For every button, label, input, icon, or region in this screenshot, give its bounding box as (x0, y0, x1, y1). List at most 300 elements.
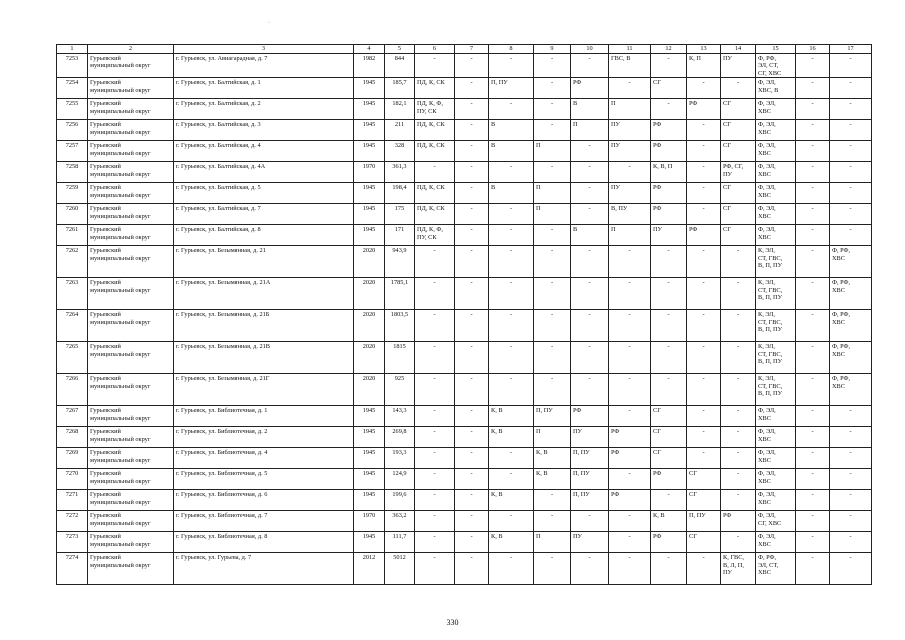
area-cell: 1815 (385, 342, 415, 374)
col-16-cell: - (796, 511, 830, 532)
table-row (57, 99, 872, 120)
row-number-cell: 7261 (57, 225, 88, 246)
col-6-cell: - (415, 532, 455, 553)
col-7-cell: - (455, 406, 489, 427)
col-8-cell: - (489, 204, 534, 225)
col-15-cell: Ф, ЭЛ, ХВС (756, 406, 796, 427)
col-17-cell: Ф, РФ, ХВС (830, 374, 872, 406)
col-10-cell: - (571, 162, 609, 183)
table-row (57, 532, 872, 553)
col-10-cell: ПУ (571, 532, 609, 553)
municipality-cell: Гурьевский муниципальный округ (88, 310, 174, 342)
col-7-cell: - (455, 374, 489, 406)
address-cell: г. Гурьевск, ул. Балтийская, д. 7 (174, 204, 354, 225)
area-cell: 5012 (385, 553, 415, 585)
year-cell: 1945 (354, 141, 385, 162)
col-6-cell: ПД, К, Ф, ПУ, СК (415, 99, 455, 120)
col-14-cell: - (721, 278, 756, 310)
row-number-cell: 7274 (57, 553, 88, 585)
col-17-cell: - (830, 78, 872, 99)
col-16-cell: - (796, 78, 830, 99)
col-9-cell: П, ПУ (534, 406, 571, 427)
area-cell: 1803,5 (385, 310, 415, 342)
col-11-cell: - (609, 342, 651, 374)
col-12-cell: - (651, 278, 687, 310)
col-17-cell: - (830, 490, 872, 511)
col-16-cell: - (796, 406, 830, 427)
year-cell: 2020 (354, 342, 385, 374)
col-14-cell: СГ (721, 183, 756, 204)
col-11-cell: П (609, 225, 651, 246)
col-7-cell: - (455, 99, 489, 120)
col-13-cell: П, ПУ (687, 511, 721, 532)
col-9-cell: - (534, 278, 571, 310)
col-14-cell: - (721, 310, 756, 342)
col-6-cell: ПД, К, СК (415, 183, 455, 204)
col-15-cell: Ф, ЭЛ, ХВС (756, 120, 796, 141)
table-row (57, 553, 872, 585)
address-cell: г. Гурьевск, ул. Безымянная, д. 21Б (174, 310, 354, 342)
col-7-cell: - (455, 310, 489, 342)
row-number-cell: 7262 (57, 246, 88, 278)
col-11-cell: - (609, 78, 651, 99)
col-13-cell: - (687, 310, 721, 342)
col-11-cell: - (609, 532, 651, 553)
col-14-cell: - (721, 427, 756, 448)
address-cell: г. Гурьевск, ул. Библиотечная, д. 8 (174, 532, 354, 553)
column-number-cell: 1 (57, 45, 88, 54)
col-12-cell: - (651, 553, 687, 585)
municipality-cell: Гурьевский муниципальный округ (88, 490, 174, 511)
year-cell: 1970 (354, 511, 385, 532)
area-cell: 175 (385, 204, 415, 225)
address-cell: г. Гурьевск, ул. Безымянная, д. 21 (174, 246, 354, 278)
col-16-cell: - (796, 448, 830, 469)
area-cell: 1785,1 (385, 278, 415, 310)
col-15-cell: Ф, ЭЛ, ХВС (756, 162, 796, 183)
row-number-cell: 7267 (57, 406, 88, 427)
col-14-cell: СГ (721, 204, 756, 225)
col-10-cell: В (571, 225, 609, 246)
table-row (57, 374, 872, 406)
row-number-cell: 7270 (57, 469, 88, 490)
col-13-cell: РФ (687, 99, 721, 120)
col-13-cell: - (687, 406, 721, 427)
col-8-cell: - (489, 553, 534, 585)
col-10-cell: РФ (571, 78, 609, 99)
col-7-cell: - (455, 342, 489, 374)
col-11-cell: ПУ (609, 141, 651, 162)
col-12-cell: - (651, 342, 687, 374)
municipality-cell: Гурьевский муниципальный округ (88, 99, 174, 120)
page-number: 330 (446, 618, 459, 627)
municipality-cell: Гурьевский муниципальный округ (88, 448, 174, 469)
municipality-cell: Гурьевский муниципальный округ (88, 246, 174, 278)
table-row (57, 225, 872, 246)
table-row (57, 162, 872, 183)
area-cell: 111,7 (385, 532, 415, 553)
year-cell: 1982 (354, 53, 385, 78)
col-10-cell: ПУ (571, 427, 609, 448)
col-11-cell: РФ (609, 427, 651, 448)
col-11-cell: ПУ (609, 120, 651, 141)
col-7-cell: - (455, 53, 489, 78)
col-11-cell: ГВС, В (609, 53, 651, 78)
address-cell: г. Гурьевск, ул. Балтийская, д. 2 (174, 99, 354, 120)
col-7-cell: - (455, 183, 489, 204)
col-7-cell: - (455, 490, 489, 511)
col-10-cell: П, ПУ (571, 448, 609, 469)
column-number-cell: 7 (455, 45, 489, 54)
row-number-cell: 7259 (57, 183, 88, 204)
col-6-cell: - (415, 511, 455, 532)
col-9-cell: К, В (534, 448, 571, 469)
table-row (57, 120, 872, 141)
col-9-cell: П (534, 532, 571, 553)
col-14-cell: - (721, 78, 756, 99)
year-cell: 1945 (354, 448, 385, 469)
year-cell: 1945 (354, 99, 385, 120)
row-number-cell: 7254 (57, 78, 88, 99)
col-12-cell: РФ (651, 532, 687, 553)
col-6-cell: - (415, 53, 455, 78)
col-17-cell: Ф, РФ, ХВС (830, 246, 872, 278)
address-cell: г. Гурьевск, ул. Библиотечная, д. 2 (174, 427, 354, 448)
col-11-cell: - (609, 511, 651, 532)
col-6-cell: - (415, 278, 455, 310)
col-17-cell: - (830, 511, 872, 532)
table-row (57, 246, 872, 278)
col-7-cell: - (455, 78, 489, 99)
col-8-cell: - (489, 342, 534, 374)
col-12-cell: РФ (651, 469, 687, 490)
column-number-cell: 16 (796, 45, 830, 54)
column-number-cell: 8 (489, 45, 534, 54)
col-6-cell: - (415, 448, 455, 469)
col-17-cell: - (830, 53, 872, 78)
col-17-cell: - (830, 225, 872, 246)
col-14-cell: - (721, 406, 756, 427)
col-16-cell: - (796, 427, 830, 448)
col-15-cell: Ф, ЭЛ, ХВС (756, 469, 796, 490)
col-17-cell: - (830, 204, 872, 225)
col-8-cell: - (489, 162, 534, 183)
table-row (57, 310, 872, 342)
col-10-cell: - (571, 374, 609, 406)
col-6-cell: - (415, 469, 455, 490)
col-17-cell: - (830, 162, 872, 183)
area-cell: 361,3 (385, 162, 415, 183)
col-16-cell: - (796, 99, 830, 120)
col-13-cell: - (687, 427, 721, 448)
col-17-cell: - (830, 406, 872, 427)
year-cell: 1970 (354, 162, 385, 183)
col-8-cell: - (489, 99, 534, 120)
municipality-cell: Гурьевский муниципальный округ (88, 183, 174, 204)
col-14-cell: - (721, 246, 756, 278)
area-cell: 143,3 (385, 406, 415, 427)
col-8-cell: - (489, 246, 534, 278)
col-9-cell: - (534, 53, 571, 78)
col-17-cell: Ф, РФ, ХВС (830, 310, 872, 342)
col-10-cell: П (571, 120, 609, 141)
col-10-cell: - (571, 511, 609, 532)
col-15-cell: Ф, ЭЛ, ХВС (756, 183, 796, 204)
area-cell: 269,8 (385, 427, 415, 448)
col-10-cell: - (571, 342, 609, 374)
municipality-cell: Гурьевский муниципальный округ (88, 162, 174, 183)
col-12-cell: СГ (651, 406, 687, 427)
col-13-cell: - (687, 448, 721, 469)
col-16-cell: - (796, 141, 830, 162)
col-11-cell: РФ (609, 448, 651, 469)
area-cell: 211 (385, 120, 415, 141)
col-16-cell: - (796, 204, 830, 225)
column-number-cell: 12 (651, 45, 687, 54)
col-13-cell: - (687, 553, 721, 585)
col-14-cell: - (721, 374, 756, 406)
col-7-cell: - (455, 427, 489, 448)
col-14-cell: - (721, 448, 756, 469)
col-7-cell: - (455, 448, 489, 469)
column-number-cell: 3 (174, 45, 354, 54)
table-row (57, 342, 872, 374)
col-12-cell: - (651, 99, 687, 120)
col-9-cell: - (534, 511, 571, 532)
col-8-cell: - (489, 225, 534, 246)
year-cell: 1945 (354, 120, 385, 141)
area-cell: 193,3 (385, 448, 415, 469)
col-8-cell: - (489, 278, 534, 310)
col-15-cell: Ф, ЭЛ, ХВС (756, 448, 796, 469)
year-cell: 2020 (354, 278, 385, 310)
col-6-cell: - (415, 427, 455, 448)
col-17-cell: - (830, 448, 872, 469)
col-16-cell: - (796, 310, 830, 342)
col-11-cell: - (609, 374, 651, 406)
col-17-cell: - (830, 532, 872, 553)
address-cell: г. Гурьевск, ул. Авиагарадная, д. 7 (174, 53, 354, 78)
col-16-cell: - (796, 278, 830, 310)
col-6-cell: - (415, 246, 455, 278)
municipality-cell: Гурьевский муниципальный округ (88, 278, 174, 310)
col-9-cell: П (534, 204, 571, 225)
table-row (57, 78, 872, 99)
col-17-cell: - (830, 183, 872, 204)
col-10-cell: П, ПУ (571, 469, 609, 490)
row-number-cell: 7264 (57, 310, 88, 342)
col-6-cell: ПД, К, СК (415, 78, 455, 99)
area-cell: 182,1 (385, 99, 415, 120)
municipality-cell: Гурьевский муниципальный округ (88, 204, 174, 225)
table-row (57, 406, 872, 427)
scan-speck: · (268, 20, 270, 26)
col-12-cell: СГ (651, 78, 687, 99)
municipality-cell: Гурьевский муниципальный округ (88, 406, 174, 427)
row-number-cell: 7258 (57, 162, 88, 183)
row-number-cell: 7272 (57, 511, 88, 532)
table-row (57, 469, 872, 490)
column-number-cell: 2 (88, 45, 174, 54)
col-7-cell: - (455, 246, 489, 278)
col-17-cell: - (830, 141, 872, 162)
col-12-cell: ПУ (651, 225, 687, 246)
year-cell: 1945 (354, 225, 385, 246)
col-13-cell: - (687, 183, 721, 204)
row-number-cell: 7260 (57, 204, 88, 225)
col-12-cell: К, В (651, 511, 687, 532)
col-11-cell: - (609, 310, 651, 342)
col-12-cell: СГ (651, 427, 687, 448)
housing-registry-table (56, 44, 872, 585)
col-7-cell: - (455, 204, 489, 225)
address-cell: г. Гурьевск, ул. Безымянная, д. 21А (174, 278, 354, 310)
address-cell: г. Гурьевск, ул. Библиотечная, д. 1 (174, 406, 354, 427)
col-7-cell: - (455, 225, 489, 246)
col-15-cell: К, ЭЛ, СТ, ГВС, В, П, ПУ (756, 374, 796, 406)
col-8-cell: - (489, 448, 534, 469)
col-6-cell: - (415, 406, 455, 427)
col-14-cell: К, ГВС, В, Л, П, ПУ (721, 553, 756, 585)
column-number-cell: 15 (756, 45, 796, 54)
col-9-cell: - (534, 99, 571, 120)
col-12-cell: - (651, 490, 687, 511)
col-6-cell: ПД, К, СК (415, 120, 455, 141)
col-17-cell: Ф, РФ, ХВС (830, 278, 872, 310)
col-9-cell: П (534, 141, 571, 162)
year-cell: 2012 (354, 553, 385, 585)
col-7-cell: - (455, 120, 489, 141)
col-9-cell: П (534, 427, 571, 448)
column-number-cell: 10 (571, 45, 609, 54)
col-12-cell: К, В, П (651, 162, 687, 183)
col-9-cell: - (534, 374, 571, 406)
col-8-cell: К, В (489, 427, 534, 448)
col-13-cell: - (687, 141, 721, 162)
year-cell: 2020 (354, 246, 385, 278)
col-15-cell: Ф, ЭЛ, ХВС, В (756, 78, 796, 99)
area-cell: 363,2 (385, 511, 415, 532)
area-cell: 844 (385, 53, 415, 78)
col-17-cell: Ф, РФ, ХВС (830, 342, 872, 374)
col-15-cell: Ф, ЭЛ, ХВС (756, 427, 796, 448)
col-10-cell: - (571, 278, 609, 310)
col-8-cell: - (489, 469, 534, 490)
column-number-cell: 13 (687, 45, 721, 54)
col-13-cell: - (687, 374, 721, 406)
address-cell: г. Гурьевск, ул. Балтийская, д. 4 (174, 141, 354, 162)
col-7-cell: - (455, 553, 489, 585)
col-15-cell: К, ЭЛ, СТ, ГВС, В, П, ПУ (756, 278, 796, 310)
col-8-cell: - (489, 511, 534, 532)
area-cell: 171 (385, 225, 415, 246)
col-7-cell: - (455, 511, 489, 532)
col-14-cell: - (721, 490, 756, 511)
col-10-cell: - (571, 246, 609, 278)
col-8-cell: В (489, 183, 534, 204)
col-16-cell: - (796, 183, 830, 204)
area-cell: 124,9 (385, 469, 415, 490)
area-cell: 199,6 (385, 490, 415, 511)
address-cell: г. Гурьевск, ул. Безымянная, д. 21В (174, 342, 354, 374)
col-14-cell: - (721, 532, 756, 553)
col-7-cell: - (455, 469, 489, 490)
row-number-cell: 7255 (57, 99, 88, 120)
col-16-cell: - (796, 490, 830, 511)
col-8-cell: - (489, 310, 534, 342)
row-number-cell: 7257 (57, 141, 88, 162)
year-cell: 1945 (354, 490, 385, 511)
col-8-cell: В (489, 120, 534, 141)
municipality-cell: Гурьевский муниципальный округ (88, 532, 174, 553)
row-number-cell: 7253 (57, 53, 88, 78)
col-15-cell: Ф, ЭЛ, ХВС (756, 204, 796, 225)
col-8-cell: П, ПУ (489, 78, 534, 99)
col-6-cell: - (415, 553, 455, 585)
table-row (57, 183, 872, 204)
column-number-row (57, 45, 872, 54)
col-13-cell: - (687, 162, 721, 183)
col-7-cell: - (455, 141, 489, 162)
col-16-cell: - (796, 162, 830, 183)
col-6-cell: - (415, 490, 455, 511)
col-12-cell: СГ (651, 448, 687, 469)
table-row (57, 448, 872, 469)
address-cell: г. Гурьевск, ул. Балтийская, д. 1 (174, 78, 354, 99)
row-number-cell: 7265 (57, 342, 88, 374)
col-6-cell: ПД, К, СК (415, 141, 455, 162)
column-number-cell: 4 (354, 45, 385, 54)
municipality-cell: Гурьевский муниципальный округ (88, 553, 174, 585)
col-6-cell: ПД, К, СК (415, 204, 455, 225)
col-13-cell: - (687, 78, 721, 99)
col-16-cell: - (796, 120, 830, 141)
col-13-cell: К, П (687, 53, 721, 78)
year-cell: 2020 (354, 374, 385, 406)
col-16-cell: - (796, 342, 830, 374)
col-11-cell: П (609, 99, 651, 120)
col-14-cell: СГ (721, 99, 756, 120)
col-9-cell: - (534, 490, 571, 511)
col-11-cell: - (609, 246, 651, 278)
municipality-cell: Гурьевский муниципальный округ (88, 53, 174, 78)
row-number-cell: 7256 (57, 120, 88, 141)
col-10-cell: РФ (571, 406, 609, 427)
col-8-cell: К, В (489, 532, 534, 553)
col-15-cell: Ф, ЭЛ, ХВС (756, 532, 796, 553)
col-15-cell: Ф, ЭЛ, ХВС (756, 99, 796, 120)
column-number-cell: 6 (415, 45, 455, 54)
col-14-cell: СГ (721, 141, 756, 162)
address-cell: г. Гурьевск, ул. Безымянная, д. 21Г (174, 374, 354, 406)
address-cell: г. Гурьевск, ул. Гурьева, д. 7 (174, 553, 354, 585)
year-cell: 1945 (354, 406, 385, 427)
col-11-cell: - (609, 278, 651, 310)
address-cell: г. Гурьевск, ул. Библиотечная, д. 7 (174, 511, 354, 532)
col-10-cell: - (571, 204, 609, 225)
year-cell: 1945 (354, 532, 385, 553)
col-12-cell: - (651, 310, 687, 342)
col-10-cell: - (571, 183, 609, 204)
year-cell: 1945 (354, 469, 385, 490)
col-11-cell: - (609, 406, 651, 427)
col-12-cell: РФ (651, 183, 687, 204)
col-17-cell: - (830, 553, 872, 585)
col-13-cell: - (687, 278, 721, 310)
col-14-cell: РФ (721, 511, 756, 532)
area-cell: 328 (385, 141, 415, 162)
row-number-cell: 7273 (57, 532, 88, 553)
